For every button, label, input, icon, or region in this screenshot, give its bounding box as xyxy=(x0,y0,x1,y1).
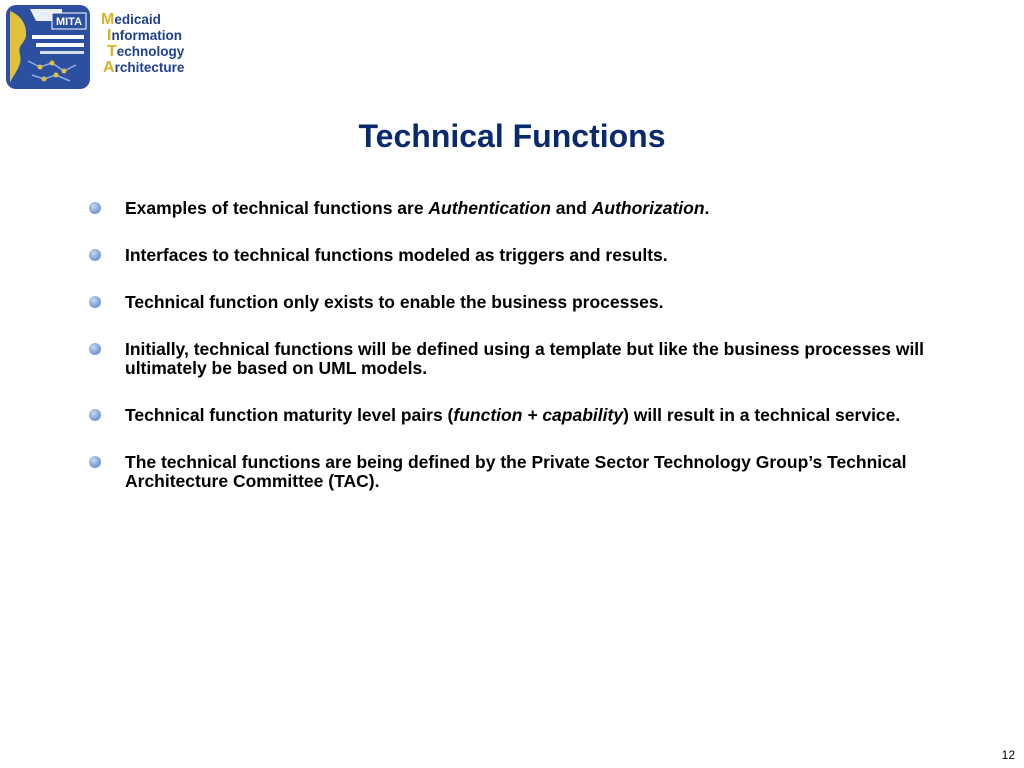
bullet-list xyxy=(84,199,964,519)
bullet-item xyxy=(84,246,964,265)
bullet-dot-icon xyxy=(89,409,101,421)
logo-word-medicaid: Medicaid xyxy=(101,11,161,28)
bullet-text: Examples of technical functions are xyxy=(125,198,429,218)
bullet-item xyxy=(84,406,964,425)
bullet-dot-icon xyxy=(89,343,101,355)
bullet-emphasis: Authorization xyxy=(591,198,705,218)
bullet-text: Initially, technical functions will be defined using a template but like the business processes will ultimately be based on UML models. xyxy=(125,339,925,378)
bullet-text: Technical function only exists to enable the business processes. xyxy=(125,292,664,312)
mita-logo xyxy=(6,5,206,89)
logo-word-technology: Technology xyxy=(107,43,185,60)
slide-title: Technical Functions xyxy=(358,118,666,154)
bullet-item xyxy=(84,293,964,312)
bullet-item xyxy=(84,199,964,218)
bullet-text: . xyxy=(704,198,710,218)
bullet-emphasis: Authentication xyxy=(428,198,551,218)
bullet-text: Interfaces to technical functions modeled as triggers and results. xyxy=(125,245,668,265)
bullet-item xyxy=(84,340,964,378)
logo-badge-text: MITA xyxy=(55,16,83,28)
bullet-emphasis: function + capability xyxy=(453,405,624,425)
slide-number: 12 xyxy=(1001,748,1015,762)
bullet-dot-icon xyxy=(89,296,101,308)
bullet-text: ) will result in a technical service. xyxy=(623,405,901,425)
bullet-dot-icon xyxy=(89,456,101,468)
bullet-item xyxy=(84,453,964,491)
bullet-text: and xyxy=(550,198,592,218)
logo-word-architecture: Architecture xyxy=(103,59,185,76)
bullet-text: The technical functions are being defined by the Private Sector Technology Group’s Technical Architecture Committee (TAC). xyxy=(125,452,907,491)
bullet-dot-icon xyxy=(89,202,101,214)
bullet-text: Technical function maturity level pairs ( xyxy=(125,405,454,425)
mita-emblem-icon xyxy=(6,5,90,89)
logo-wordmark xyxy=(101,12,184,76)
logo-word-information: Information xyxy=(107,27,182,44)
bullet-dot-icon xyxy=(89,249,101,261)
